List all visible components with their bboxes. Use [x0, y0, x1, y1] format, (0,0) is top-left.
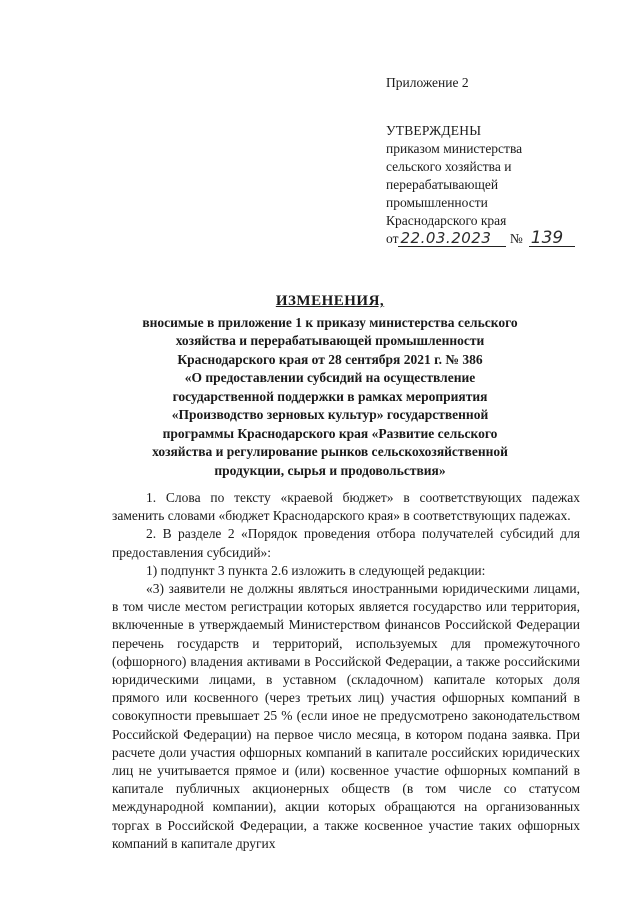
title-line: государственной поддержки в рамках мероприятия — [172, 388, 488, 404]
body-paragraph: 2. В разделе 2 «Порядок проведения отбора получателей субсидий для предоставления субсидий»: — [112, 526, 580, 560]
title-main: ИЗМЕНЕНИЯ, — [275, 293, 385, 309]
approval-line: промышленности — [386, 195, 488, 210]
title-line: «Производство зерновых культур» государственной — [171, 407, 489, 422]
body-paragraph: 1) подпункт 3 пункта 2.6 изложить в следующей редакции: — [146, 562, 486, 578]
body-paragraph: «3) заявители не должны являться иностранными юридическими лицами, в том числе местом регистрации которых является государство или территория, включенные в утверждаемый Министерством финансов Российской Федерации перечень государств и территорий, используемых для промежуточного (офшорного) владения активами в Российской Федерации, а также российскими юридическими лицами, в уставном (складочном) капитале которых доля прямого или косвенного (через третьих лиц) участия офшорных компаний в совокупности превышает 25 % (если иное не предусмотрено законодательством Российской Федерации) на первое число месяца, в котором подана заявка. При расчете доли участия офшорных компаний в капитале российских юридических лиц не учитывается прямое и (или) косвенное участие офшорных компаний в капитале публичных акционерных обществ (в том числе со статусом международной компании), акции которых обращаются на организованных торгах в Российской Федерации, а также косвенное участие таких офшорных компаний в капитале других — [112, 581, 580, 851]
title-line: «О предоставлении субсидий на осуществление — [184, 370, 476, 385]
document-body — [112, 489, 580, 853]
handwritten-date: 22.03.2023 — [398, 231, 506, 247]
date-prefix: от — [386, 231, 399, 246]
title-line: хозяйства и перерабатывающей промышленности — [175, 333, 485, 348]
body-paragraph: 1. Слова по тексту «краевой бюджет» в соответствующих падежах заменить словами «бюджет Краснодарского края» в соответствующих падежах. — [112, 490, 580, 524]
approval-block — [386, 74, 626, 248]
approval-line: приказом министерства — [386, 141, 523, 156]
approval-line: сельского хозяйства и — [386, 159, 512, 174]
title-line: Краснодарского края от 28 сентября 2021 г. № 386 — [177, 351, 483, 367]
approval-line: Краснодарского края — [386, 213, 507, 228]
title-line: программы Краснодарского края «Развитие сельского — [162, 425, 498, 441]
approved-label: УТВЕРЖДЕНЫ — [386, 123, 482, 138]
date-line — [386, 230, 626, 248]
document-title — [100, 292, 560, 480]
annex-label: Приложение 2 — [386, 75, 469, 90]
title-line: продукции, сырья и продовольствия» — [214, 462, 446, 478]
approval-line: перерабатывающей — [386, 177, 499, 192]
handwritten-number: 139 — [529, 231, 575, 247]
number-prefix: № — [509, 231, 523, 246]
title-line: вносимые в приложение 1 к приказу министерства сельского — [142, 314, 518, 330]
title-line: хозяйства и регулирование рынков сельскохозяйственной — [152, 444, 508, 459]
